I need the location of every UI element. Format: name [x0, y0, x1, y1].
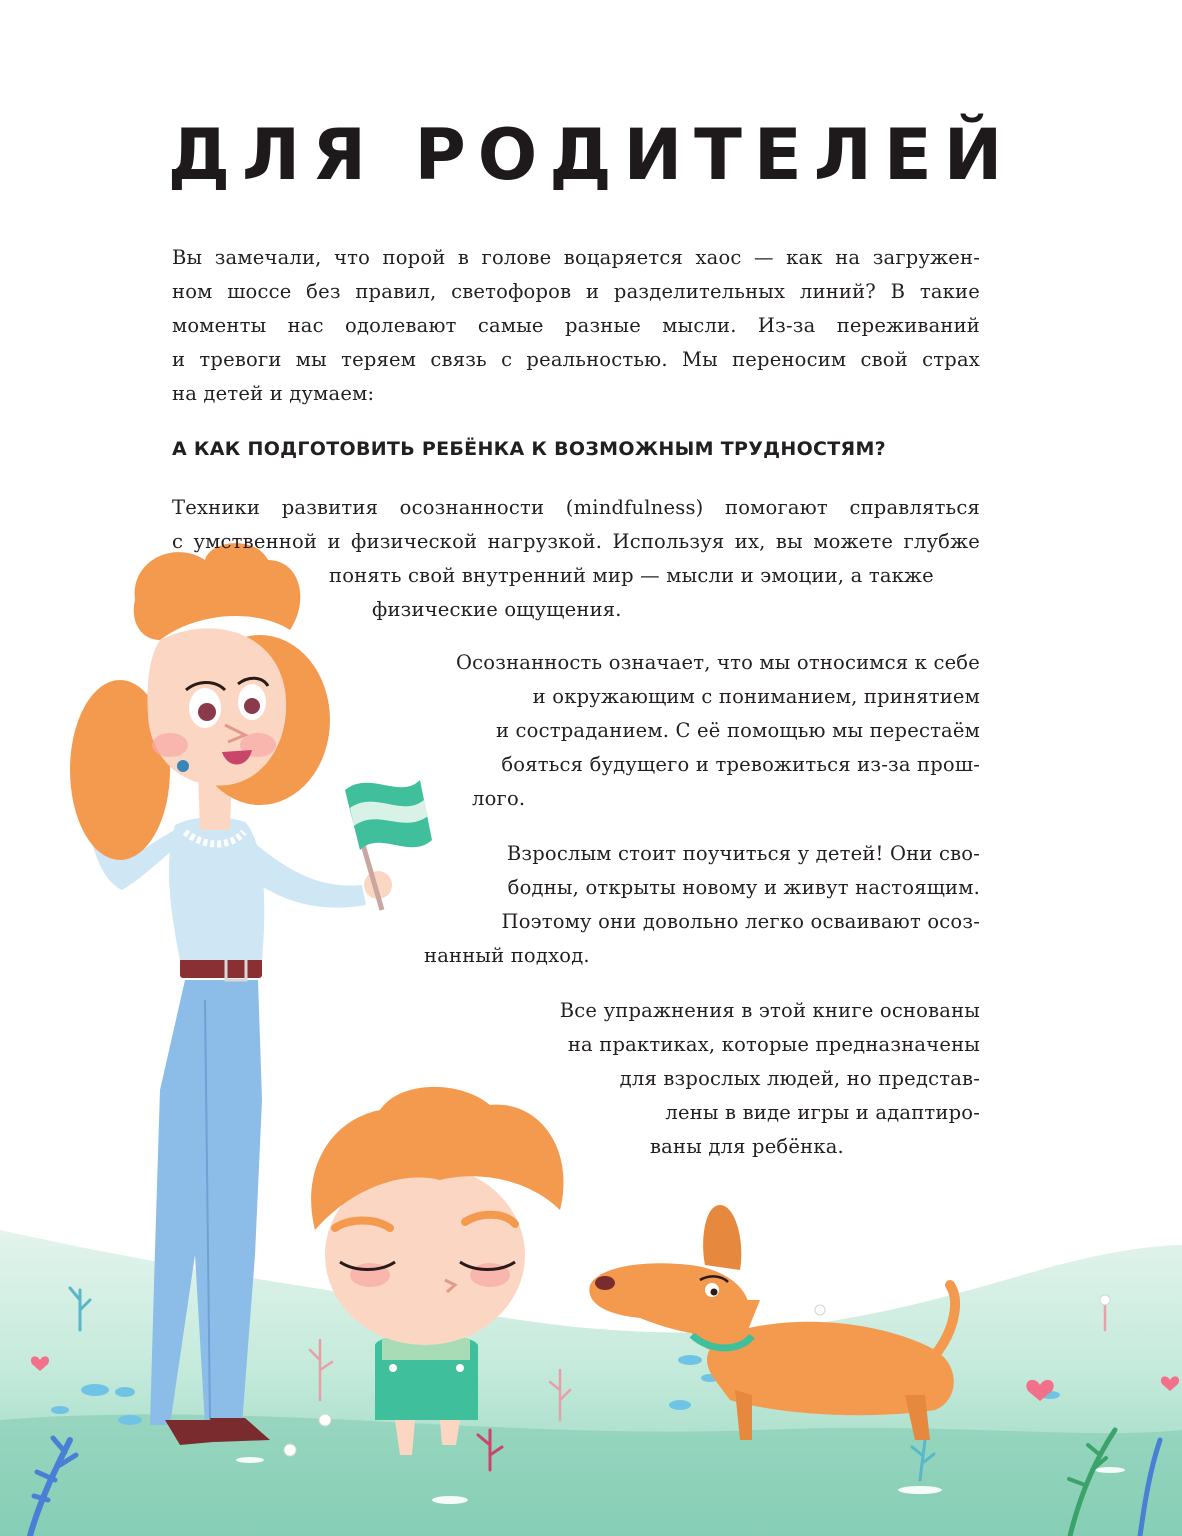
text-line: Вы замечали, что порой в голове воцаряется хаос — как на загружен-: [172, 246, 980, 269]
text-line: Взрослым стоит поучиться у детей! Они сво-: [506, 842, 980, 865]
text-line: Поэтому они довольно легко осваивают осоз-: [501, 910, 980, 933]
section-heading: А КАК ПОДГОТОВИТЬ РЕБЁНКА К ВОЗМОЖНЫМ ТРУДНОСТЯМ?: [172, 438, 886, 460]
text-line: лены в виде игры и адаптиро-: [665, 1101, 980, 1124]
text-line: бодны, открыты новому и живут настоящим.: [507, 876, 980, 899]
text-line: на практиках, которые предназначены: [567, 1033, 980, 1056]
text-line: физические ощущения.: [372, 598, 622, 621]
exercises-paragraph: [420, 994, 980, 1164]
text-line: лого.: [472, 787, 526, 810]
text-line: с умственной и физической нагрузкой. Используя их, вы можете глубже: [172, 530, 980, 553]
text-line: ваны для ребёнка.: [650, 1135, 844, 1158]
text-line: моменты нас одолевают самые разные мысли. Из-за переживаний: [172, 314, 980, 337]
text-line: Все упражнения в этой книге основаны: [559, 999, 980, 1022]
text-line: ном шоссе без правил, светофоров и разделительных линий? В такие: [172, 280, 980, 303]
mindfulness-paragraph: [172, 491, 980, 627]
intro-paragraph: [172, 241, 980, 411]
text-line: и окружающим с пониманием, принятием: [532, 685, 980, 708]
text-line: понять свой внутренний мир — мысли и эмоции, а также: [329, 564, 934, 587]
text-line: бояться будущего и тревожиться из-за прош-: [501, 753, 980, 776]
text-line: Осознанность означает, что мы относимся к себе: [455, 651, 980, 674]
text-line: для взрослых людей, но представ-: [619, 1067, 980, 1090]
text-line: нанный подход.: [424, 944, 590, 967]
children-paragraph: [420, 837, 980, 973]
text-line: на детей и думаем:: [172, 382, 375, 405]
page-title: ДЛЯ РОДИТЕЛЕЙ: [167, 114, 1015, 196]
awareness-paragraph: [420, 646, 980, 816]
text-line: и состраданием. С её помощью мы перестаём: [495, 719, 980, 742]
text-line: и тревоги мы теряем связь с реальностью. Мы переносим свой страх: [172, 348, 980, 371]
text-line: Техники развития осознанности (mindfulness) помогают справляться: [172, 496, 980, 519]
